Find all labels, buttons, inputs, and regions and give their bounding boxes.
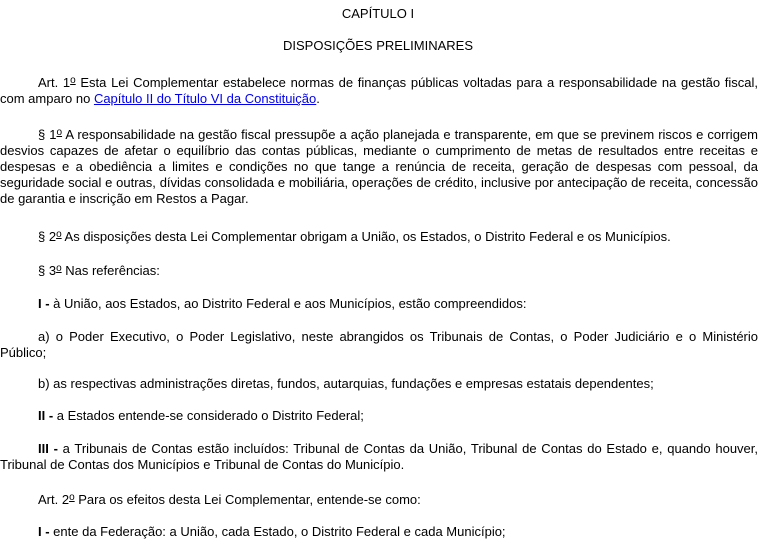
item-b-text: b) as respectivas administrações diretas, fundos, autarquias, fundações e empresas estatais dependentes; [38, 376, 654, 391]
item-ii [0, 408, 758, 424]
item-a [0, 329, 758, 361]
article-2-item-i-text: ente da Federação: a União, cada Estado, o Distrito Federal e cada Município; [53, 524, 506, 539]
article-1-text: Esta Lei Complementar estabelece normas de finanças públicas voltadas para a responsabilidade na gestão fiscal, com amparo no [0, 75, 758, 106]
paragraph-1-label: § 1 [38, 127, 57, 142]
paragraph-2-text: As disposições desta Lei Complementar obrigam a União, os Estados, o Distrito Federal e os Municípios. [61, 229, 671, 244]
article-2-text: Para os efeitos desta Lei Complementar, entende-se como: [74, 492, 421, 507]
article-2 [0, 492, 758, 508]
item-iii-text: a Tribunais de Contas estão incluídos: Tribunal de Contas da União, Tribunal de Contas do Estado e, quando houver, Tribunal de Contas dos Municípios e Tribunal de Contas do Município. [0, 441, 759, 472]
article-1: Art. 1$^o$ Esta Lei Complementar estabelece normas de finanças públicas voltadas para a responsabilidade na gestão fiscal, com amparo no Capítulo II do Título VI da Constituição. [0, 75, 758, 106]
item-b [0, 376, 758, 392]
chapter-subtitle: DISPOSIÇÕES PRELIMINARES [283, 38, 473, 53]
constitution-link[interactable]: Capítulo II do Título VI da Constituição [93, 91, 317, 106]
paragraph-1-text: A responsabilidade na gestão fiscal pressupõe a ação planejada e transparente, em que se previnem riscos e corrigem desvios capazes de afetar o equilíbrio das contas públicas, mediante o cumprimento de metas de resultados entre receitas e despesas e a obediência a limites e condições no que tange a renúncia de receita, geração de despesas com pessoal, da seguridade social e outras, dívidas consolidada e mobiliária, operações de crédito, inclusive por antecipação de receita, concessão de garantia e inscrição em Restos a Pagar. [0, 127, 758, 206]
paragraph-1 [0, 127, 758, 207]
chapter-title: CAPÍTULO I [341, 6, 415, 21]
paragraph-3-label: § 3 [38, 263, 57, 278]
paragraph-2-label: § 2 [38, 229, 57, 244]
item-a-text: a) o Poder Executivo, o Poder Legislativo, neste abrangidos os Tribunais de Contas, o Poder Judiciário e o Ministério Público; [0, 329, 758, 360]
item-iii-label: III - [38, 441, 63, 456]
ordinal-indicator: o [56, 229, 62, 240]
ordinal-indicator: o [56, 127, 63, 138]
item-i-label: I - [38, 296, 54, 311]
ordinal-indicator: o [69, 492, 75, 503]
item-ii-label: II - [38, 408, 57, 423]
item-i [0, 296, 758, 312]
article-2-label: Art. 2 [38, 492, 70, 507]
paragraph-2 [0, 229, 758, 245]
paragraph-3 [0, 263, 758, 279]
item-ii-text: a Estados entende-se considerado o Distrito Federal; [56, 408, 364, 423]
article-1-label: Art. 1 [38, 75, 71, 90]
ordinal-indicator: o [56, 263, 62, 274]
article-2-item-i [0, 524, 758, 540]
ordinal-indicator: o [70, 75, 76, 86]
item-i-text: à União, aos Estados, ao Distrito Federal e aos Municípios, estão compreendidos: [53, 296, 527, 311]
article-2-item-i-label: I - [38, 524, 54, 539]
paragraph-3-text: Nas referências: [61, 263, 160, 278]
item-iii [0, 441, 758, 473]
